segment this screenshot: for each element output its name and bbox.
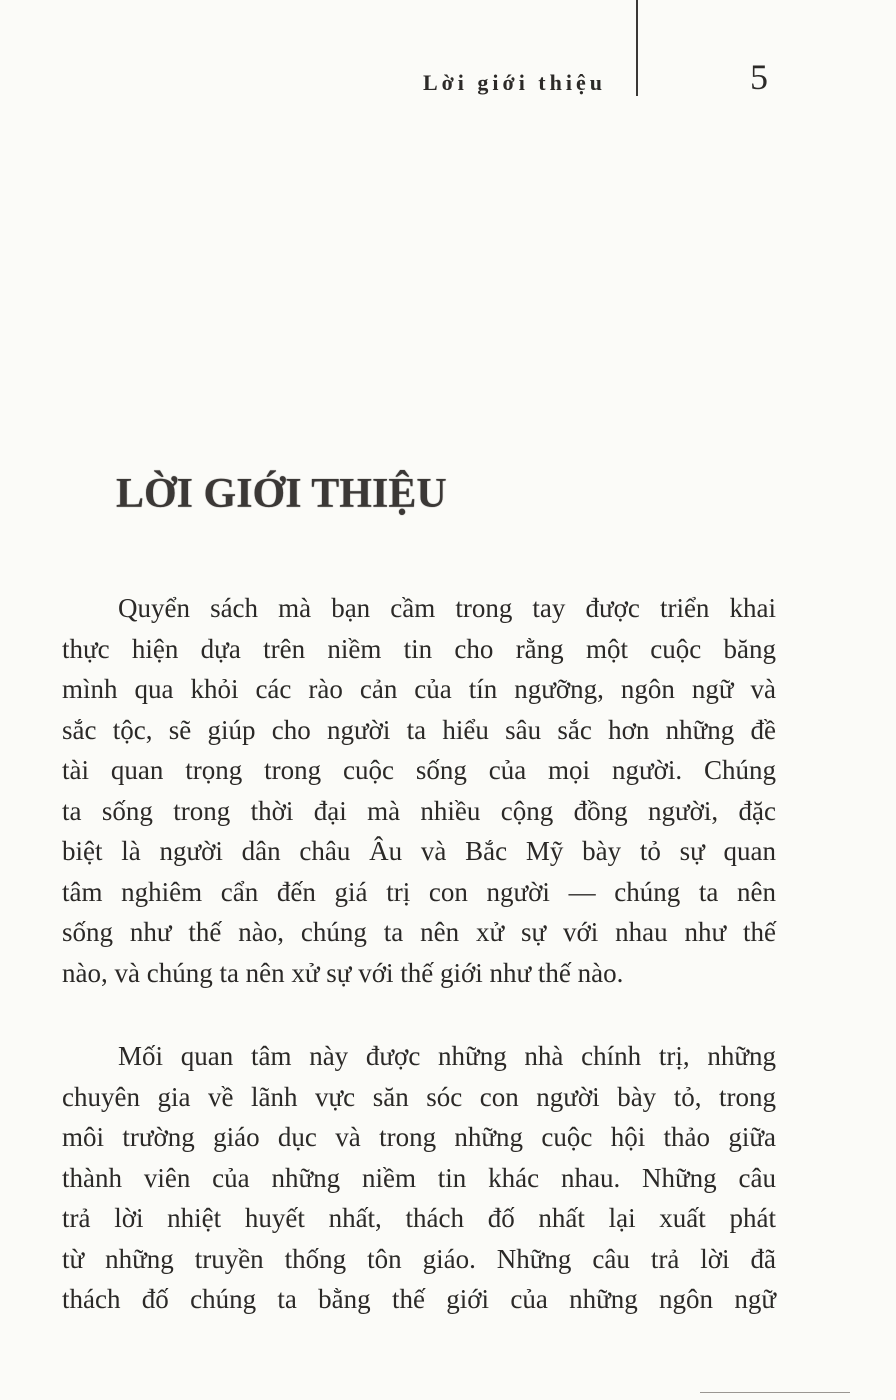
text-line: biệt là người dân châu Âu và Bắc Mỹ bày tỏ sự quan	[62, 836, 776, 866]
text-line: nào, và chúng ta nên xử sự với thế giới như thế nào.	[62, 957, 624, 988]
text-line: tài quan trọng trong cuộc sống của mọi người. Chúng	[62, 755, 776, 785]
text-line: sắc tộc, sẽ giúp cho người ta hiểu sâu sắc hơn những đề	[62, 714, 776, 745]
text-line: tâm nghiêm cẩn đến giá trị con người — chúng ta nên	[62, 876, 776, 907]
text-line: thực hiện dựa trên niềm tin cho rằng một cuộc băng	[62, 633, 776, 664]
text-line: ta sống trong thời đại mà nhiều cộng đồng người, đặc	[62, 795, 776, 826]
text-line: thách đố chúng ta bằng thế giới của những ngôn ngữ	[62, 1284, 776, 1314]
paragraph-1	[62, 588, 776, 993]
bottom-rule	[700, 1392, 850, 1393]
header-divider	[636, 0, 638, 96]
text-line: Quyển sách mà bạn cầm trong tay được triển khai	[118, 593, 776, 623]
text-line: từ những truyền thống tôn giáo. Những câu trả lời đã	[62, 1243, 776, 1274]
text-line: trả lời nhiệt huyết nhất, thách đố nhất lại xuất phát	[62, 1203, 776, 1233]
text-line: môi trường giáo dục và trong những cuộc hội thảo giữa	[62, 1122, 776, 1152]
paragraph-2	[62, 1036, 776, 1320]
text-line: mình qua khỏi các rào cản của tín ngưỡng, ngôn ngữ và	[62, 674, 776, 704]
text-line: thành viên của những niềm tin khác nhau. Những câu	[62, 1162, 776, 1193]
text-line: chuyên gia về lãnh vực săn sóc con người bày tỏ, trong	[62, 1081, 776, 1112]
page-number: 5	[750, 57, 768, 97]
running-head: Lời giới thiệu	[422, 70, 606, 95]
text-line: Mối quan tâm này được những nhà chính trị, những	[118, 1041, 776, 1071]
text-line: sống như thế nào, chúng ta nên xử sự với nhau như thế	[62, 917, 776, 947]
chapter-title: LỜI GIỚI THIỆU	[116, 471, 447, 517]
